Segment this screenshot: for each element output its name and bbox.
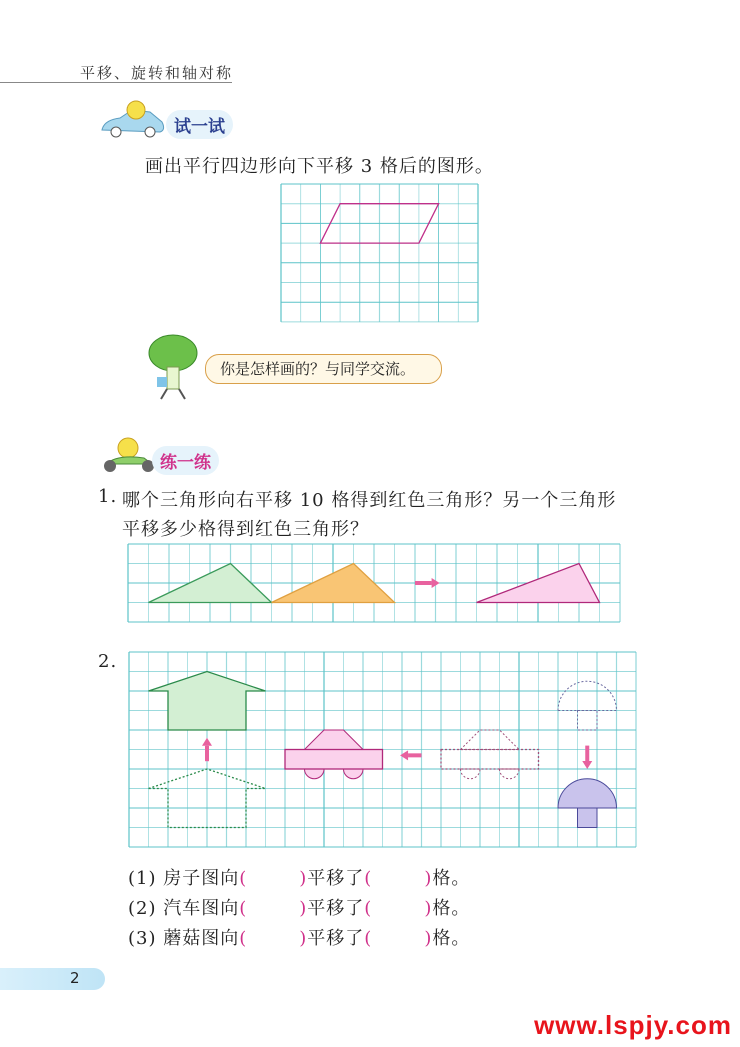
q2-item-open1: (: [239, 898, 248, 919]
q2-item-open2: (: [364, 928, 373, 949]
house-solid: [149, 672, 266, 731]
q2-item-open2: (: [364, 868, 373, 889]
left-arrow-icon: [400, 750, 421, 760]
car-top: [461, 730, 520, 750]
car-body: [285, 750, 383, 770]
q1-line1: 哪个三角形向右平移 10 格得到红色三角形？另一个三角形: [122, 490, 617, 511]
q2-number: 2.: [98, 651, 118, 672]
q2-item-open1: (: [239, 868, 248, 889]
car-wheel: [461, 769, 481, 779]
mushroom-stem: [578, 808, 598, 828]
practice-section-label: 练一练: [152, 446, 219, 475]
header-divider: [0, 82, 232, 83]
q2-item-close2: ): [424, 928, 433, 949]
q1-line2: 平移多少格得到红色三角形？: [122, 519, 369, 540]
q2-item-suffix: 格。: [432, 868, 471, 889]
q2-item-close2: ): [424, 898, 433, 919]
mushroom-solid: [558, 779, 617, 828]
mushroom-dashed: [558, 681, 617, 730]
car-dashed: [441, 730, 539, 779]
q2-item-prefix: (1) 房子图向: [128, 868, 240, 889]
q2-item-close1: ): [299, 928, 308, 949]
q2-item-open2: (: [364, 898, 373, 919]
try-section-label: 试一试: [166, 110, 233, 139]
q1-number: 1.: [98, 486, 118, 507]
watermark: www.lspjy.com: [534, 1010, 732, 1040]
q2-item-prefix: (2) 汽车图向: [128, 898, 240, 919]
car-body: [441, 750, 539, 770]
q2-item-suffix: 格。: [432, 898, 471, 919]
tip-speech-bubble: 你是怎样画的？与同学交流。: [205, 354, 442, 384]
q2-item-close2: ): [424, 868, 433, 889]
q2-item-mid: 平移了: [307, 868, 365, 889]
car-wheel: [500, 769, 520, 779]
plant-mascot-icon: [143, 333, 203, 403]
car-solid: [285, 730, 383, 779]
q2-item: [128, 864, 470, 890]
arrow-head: [202, 738, 212, 746]
q2-item-suffix: 格。: [432, 928, 471, 949]
q2-item-close1: ): [299, 898, 308, 919]
car-wheel: [305, 769, 325, 779]
q2-item-close1: ): [299, 868, 308, 889]
motorcycle-mascot-icon: [98, 436, 158, 474]
q2-item-mid: 平移了: [307, 928, 365, 949]
mushroom-cap: [558, 779, 617, 808]
grid-parallelogram: [281, 184, 478, 322]
arrow-head: [582, 761, 592, 769]
page-number-tab: [0, 968, 105, 990]
car-mascot-icon: [98, 100, 168, 140]
page-number: 2: [70, 969, 80, 987]
q2-item-mid: 平移了: [307, 898, 365, 919]
q2-item-open1: (: [239, 928, 248, 949]
q2-item-prefix: (3) 蘑菇图向: [128, 928, 240, 949]
grid-triangles: [128, 544, 620, 622]
chapter-header: 平移、旋转和轴对称: [80, 64, 234, 82]
q2-item: [128, 924, 470, 950]
arrow-head: [400, 750, 408, 760]
grid-shapes: [129, 652, 641, 849]
try-instruction: 画出平行四边形向下平移 3 格后的图形。: [145, 156, 494, 177]
mushroom-cap: [558, 681, 617, 710]
car-top: [305, 730, 364, 750]
car-wheel: [344, 769, 364, 779]
q2-item: [128, 894, 470, 920]
mushroom-stem: [578, 711, 598, 731]
